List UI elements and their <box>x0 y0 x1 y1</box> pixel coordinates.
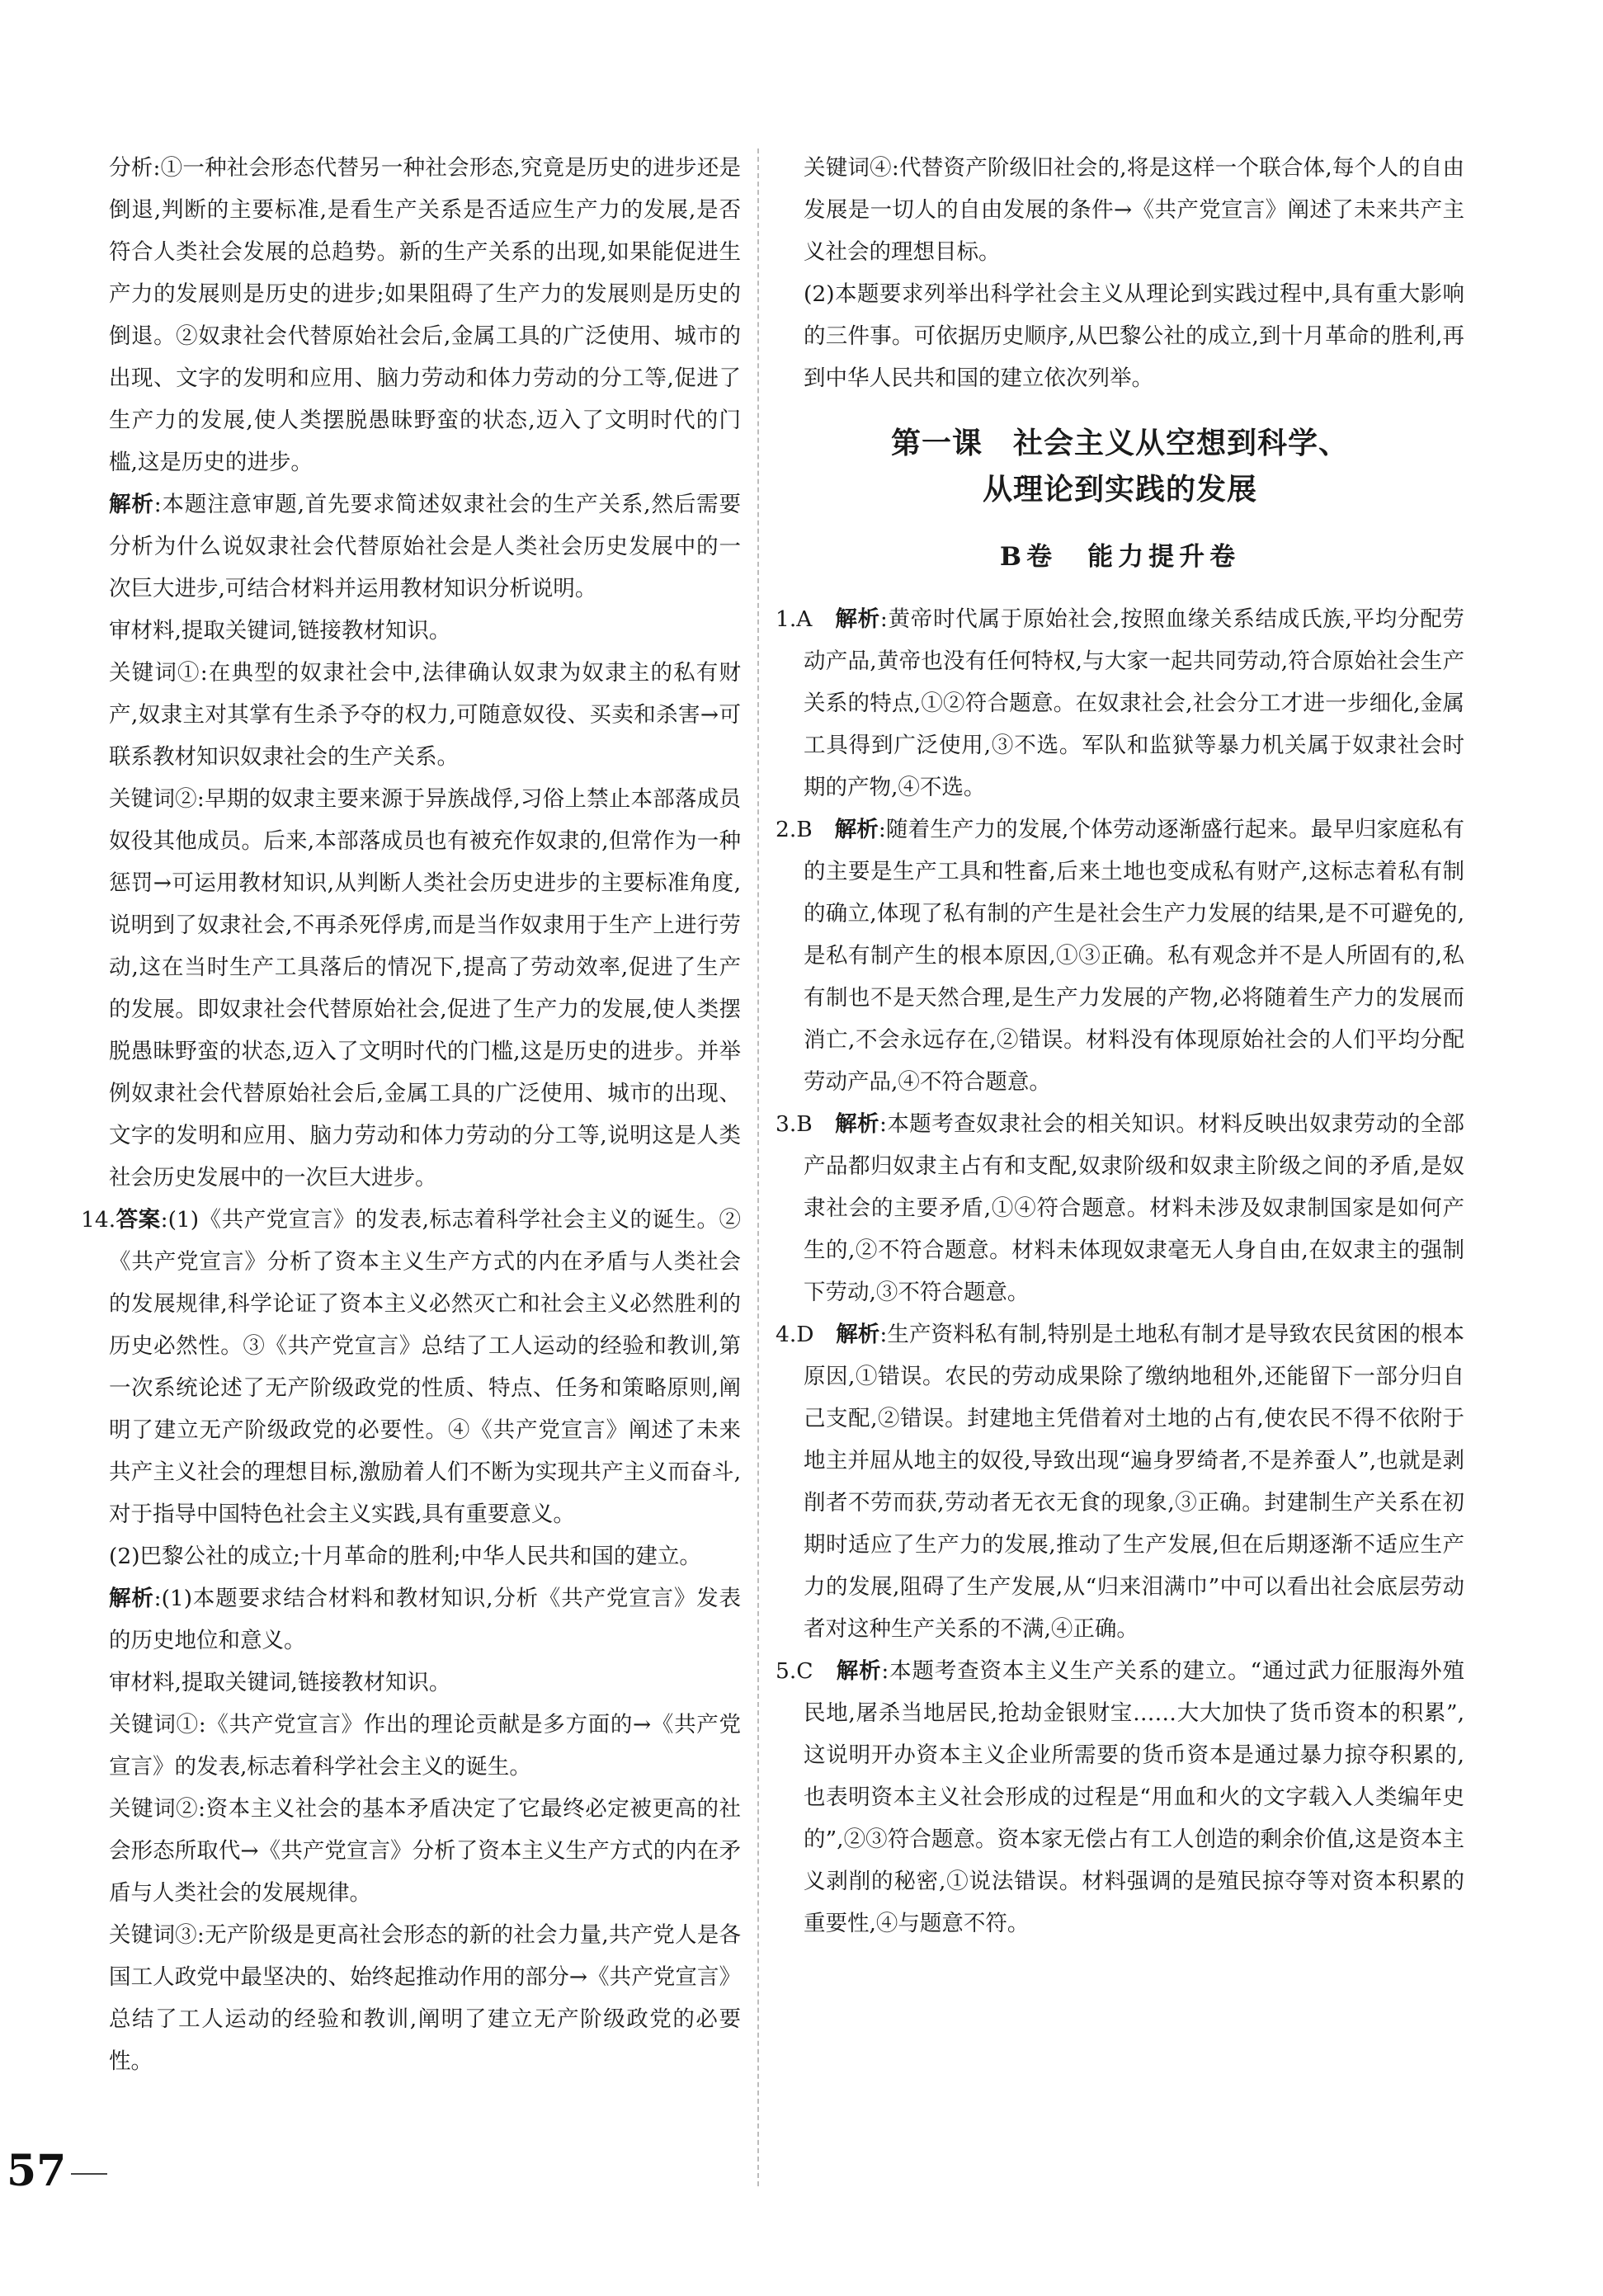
item-text: :生产资料私有制,特别是土地私有制才是导致农民贫困的根本原因,①错误。农民的劳动成果除了缴纳地租外,还能留下一部分归自己支配,②错误。封建地主凭借着对土地的占有,使农民不得不依附于地主并屈从地主的奴役,导致出现“遍身罗绮者,不是养蚕人”,也就是剥削者不劳而获,劳动者无衣无食的现象,③正确。封建制生产关系在初期时适应了生产力的发展,推动了生产发展,但在后期逐渐不适应生产力的发展,阻碍了生产发展,从“归来泪满巾”中可以看出社会底层劳动者对这种生产关系的不满,④正确。 <box>804 1322 1464 1642</box>
keyword-2-paragraph: 关键词②:早期的奴隶主要来源于异族战俘,习俗上禁止本部落成员奴役其他成员。后来,本部落成员也有被充作奴隶的,但常作为一种惩罚→可运用教材知识,从判断人类社会历史进步的主要标准角度,说明到了奴隶社会,不再杀死俘虏,而是当作奴隶用于生产上进行劳动,这在当时生产工具落后的情况下,提高了劳动效率,促进了生产的发展。即奴隶社会代替原始社会,促进了生产力的发展,使人类摆脱愚昧野蛮的状态,迈入了文明时代的门槛,这是历史的进步。并举例奴隶社会代替原始社会后,金属工具的广泛使用、城市的出现、文字的发明和应用、脑力劳动和体力劳动的分工等,说明这是人类社会历史发展中的一次巨大进步。 <box>109 786 741 1190</box>
item-jiexi-label: 解析 <box>834 817 879 842</box>
item-jiexi-label: 解析 <box>835 606 880 632</box>
question-14-jiexi <box>81 1577 741 1662</box>
section-title: B卷 能力提升卷 <box>999 542 1241 572</box>
question-item <box>776 1313 1464 1650</box>
question-item <box>776 1103 1464 1313</box>
lesson-title <box>776 421 1464 513</box>
item-number: 1.A <box>776 606 813 632</box>
page-number: 57 <box>7 2146 67 2196</box>
keyword-1-paragraph: 关键词①:在典型的奴隶社会中,法律确认奴隶为奴隶主的私有财产,奴隶主对其掌有生杀予夺的权力,可随意奴役、买卖和杀害→可联系教材知识奴隶社会的生产关系。 <box>109 660 741 770</box>
left-column <box>81 147 741 2082</box>
item-text: :本题考查资本主义生产关系的建立。“通过武力征服海外殖民地,屠杀当地居民,抢劫金银财宝……大大加快了货币资本的积累”,这说明开办资本主义企业所需要的货币资本是通过暴力掠夺积累的,也表明资本主义社会形成的过程是“用血和火的文字载入人类编年史的”,②③符合题意。资本家无偿占有工人创造的剩余价值,这是资本主义剥削的秘密,①说法错误。材料强调的是殖民掠夺等对资本积累的重要性,④与题意不符。 <box>804 1658 1465 1936</box>
page-number-rule <box>71 2173 107 2175</box>
question-14-answer <box>81 1199 741 1535</box>
item-jiexi-label: 解析 <box>835 1111 879 1137</box>
keyword-4-paragraph: 关键词④:代替资产阶级旧社会的,将是这样一个联合体,每个人的自由发展是一切人的自由发展的条件→《共产党宣言》阐述了未来共产主义社会的理想目标。 <box>804 155 1464 265</box>
item-number: 5.C <box>776 1658 813 1684</box>
keyword-3-paragraph: 关键词③:无产阶级是更高社会形态的新的社会力量,共产党人是各国工人政党中最坚决的、始终起推动作用的部分→《共产党宣言》总结了工人运动的经验和教训,阐明了建立无产阶级政党的必要性。 <box>109 1922 741 2074</box>
question-14-answer-part-2: (2)巴黎公社的成立;十月革命的胜利;中华人民共和国的建立。 <box>109 1544 701 1569</box>
lesson-title-line-1: 第一课 社会主义从空想到科学、 <box>890 427 1349 460</box>
keyword-1-paragraph: 关键词①:《共产党宣言》作出的理论贡献是多方面的→《共产党宣言》的发表,标志着科学社会主义的诞生。 <box>109 1712 741 1780</box>
jiexi-label: 解析 <box>109 492 154 517</box>
right-column <box>776 147 1464 1945</box>
item-jiexi-label: 解析 <box>836 1658 882 1684</box>
review-material-line: 审材料,提取关键词,链接教材知识。 <box>109 1670 451 1695</box>
jiexi-label: 解析 <box>109 1586 154 1611</box>
column-divider <box>757 149 759 2186</box>
lesson-title-line-2: 从理论到实践的发展 <box>982 473 1257 507</box>
jiexi-text: :(1)本题要求结合材料和教材知识,分析《共产党宣言》发表的历史地位和意义。 <box>109 1586 742 1653</box>
item-text: :黄帝时代属于原始社会,按照血缘关系结成氏族,平均分配劳动产品,黄帝也没有任何特权,与大家一起共同劳动,符合原始社会生产关系的特点,①②符合题意。在奴隶社会,社会分工才进一步细化,金属工具得到广泛使用,③不选。军队和监狱等暴力机关属于奴隶社会时期的产物,④不选。 <box>804 606 1465 800</box>
item-number: 3.B <box>776 1111 813 1137</box>
question-item <box>776 809 1464 1103</box>
item-text: :本题考查奴隶社会的相关知识。材料反映出奴隶劳动的全部产品都归奴隶主占有和支配,奴隶阶级和奴隶主阶级之间的矛盾,是奴隶社会的主要矛盾,①④符合题意。材料未涉及奴隶制国家是如何产生的,②不符合题意。材料未体现奴隶毫无人身自由,在奴隶主的强制下劳动,③不符合题意。 <box>804 1111 1465 1305</box>
question-14-number: 14. <box>81 1207 116 1233</box>
answer-text: :(1)《共产党宣言》的发表,标志着科学社会主义的诞生。②《共产党宣言》分析了资本主义生产方式的内在矛盾与人类社会的发展规律,科学论证了资本主义必然灭亡和社会主义必然胜利的历史必然性。③《共产党宣言》总结了工人运动的经验和教训,第一次系统论述了无产阶级政党的性质、特点、任务和策略原则,阐明了建立无产阶级政党的必要性。④《共产党宣言》阐述了未来共产主义社会的理想目标,激励着人们不断为实现共产主义而奋斗,对于指导中国特色社会主义实践,具有重要意义。 <box>109 1207 742 1527</box>
item-number: 2.B <box>776 817 813 842</box>
answer-label: 答案 <box>116 1207 161 1233</box>
jiexi-text: :本题注意审题,首先要求简述奴隶社会的生产关系,然后需要分析为什么说奴隶社会代替原始社会是人类社会历史发展中的一次巨大进步,可结合材料并运用教材知识分析说明。 <box>109 492 742 601</box>
keyword-2-paragraph: 关键词②:资本主义社会的基本矛盾决定了它最终必定被更高的社会形态所取代→《共产党宣言》分析了资本主义生产方式的内在矛盾与人类社会的发展规律。 <box>109 1796 741 1906</box>
item-jiexi-label: 解析 <box>836 1322 880 1347</box>
analysis-jiexi-paragraph <box>81 483 741 610</box>
question-item <box>776 1650 1464 1945</box>
item-number: 4.D <box>776 1322 814 1347</box>
question-14-jiexi-part-2: (2)本题要求列举出科学社会主义从理论到实践过程中,具有重大影响的三件事。可依据历史顺序,从巴黎公社的成立,到十月革命的胜利,再到中华人民共和国的建立依次列举。 <box>804 281 1464 391</box>
review-material-line: 审材料,提取关键词,链接教材知识。 <box>109 618 451 644</box>
analysis-paragraph: 分析:①一种社会形态代替另一种社会形态,究竟是历史的进步还是倒退,判断的主要标准,是看生产关系是否适应生产力的发展,是否符合人类社会发展的总趋势。新的生产关系的出现,如果能促进生产力的发展则是历史的进步;如果阻碍了生产力的发展则是历史的倒退。②奴隶社会代替原始社会后,金属工具的广泛使用、城市的出现、文字的发明和应用、脑力劳动和体力劳动的分工等,促进了生产力的发展,使人类摆脱愚昧野蛮的状态,迈入了文明时代的门槛,这是历史的进步。 <box>109 155 741 475</box>
item-text: :随着生产力的发展,个体劳动逐渐盛行起来。最早归家庭私有的主要是生产工具和牲畜,后来土地也变成私有财产,这标志着私有制的确立,体现了私有制的产生是社会生产力发展的结果,是不可避免的,是私有制产生的根本原因,①③正确。私有观念并不是人所固有的,私有制也不是天然合理,是生产力发展的产物,必将随着生产力的发展而消亡,不会永远存在,②错误。材料没有体现原始社会的人们平均分配劳动产品,④不符合题意。 <box>804 817 1465 1095</box>
question-item <box>776 598 1464 809</box>
